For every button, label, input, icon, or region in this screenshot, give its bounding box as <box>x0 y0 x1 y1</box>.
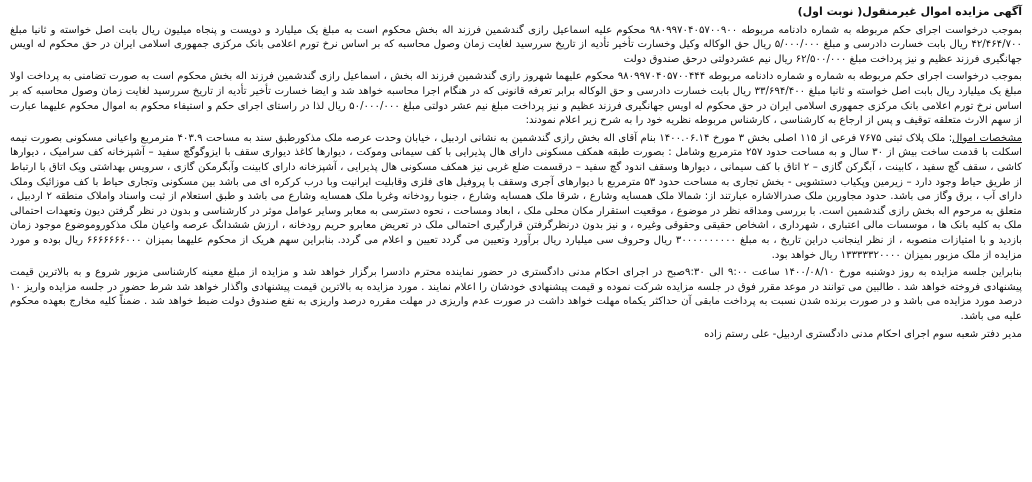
paragraph-1: بموجب درخواست اجرای حکم مربوطه به شماره دادنامه مربوطه ۹۸۰۹۹۷۰۴۰۵۷۰۰۹۰۰ محکوم علیه اسماعیل رازی گندشمین فرزند اله بخش محکوم است به مبلغ یک میلیارد و دویست و پنجاه میلیون ریال بابت اصل خواسته و ثانیا مبلغ ۴۲/۴۶۴/۷۰۰ ریال بابت خسارت دادرسی و مبلغ ۵/۰۰۰/۰۰۰ ریال حق الوکاله وکیل وخسارت تأخیر تأدیه از تاریخ سررسید لغایت زمان وصول محاسبه که بر اساس نرخ تورم اعلامی بانک مرکزی جمهوری اسلامی ایران در حق محکوم له اویس جهانگیری فرزند عظیم و نیز پرداخت مبلغ ۶۲/۵۰۰/۰۰۰ ریال نیم عشردولتی درحق صندوق دولت <box>10 24 1022 65</box>
notice-title: آگهی مزایده اموال غیرمنقول( نوبت اول) <box>797 5 1022 18</box>
signature-line: مدیر دفتر شعبه سوم اجرای احکام مدنی دادگستری اردبیل- علی رستم زاده <box>704 329 1022 341</box>
paragraph-3 <box>10 132 1022 263</box>
paragraph-2: بموجب درخواست اجرای حکم مربوطه به شماره و شماره دادنامه مربوطه ۹۸۰۹۹۷۰۴۰۵۷۰۰۴۴۴ محکوم علیهما شهروز رازی گندشمین فرزند اله بخش ، اسماعیل رازی گندشمین فرزند اله بخش محکوم است به صورت تضامنی به پرداخت اولا مبلغ یک میلیارد ریال بابت اصل خواسته و ثانیا مبلغ ۳۳/۶۹۴/۴۰۰ ریال بابت خسارت دادرسی و حق الوکاله برابر تعرفه قانونی که در هنگام اجرا محاسبه خواهد شد و ایضا خسارت تأخیر تأدیه از تاریخ سررسید لغایت زمان وصول محاسبه که بر اساس نرخ تورم اعلامی بانک مرکزی جمهوری اسلامی ایران در حق محکوم له اویس جهانگیری فرزند عظیم و نیز پرداخت مبلغ نیم عشر دولتی مبلغ ۵۰/۰۰۰/۰۰۰ ریال لذا در راستای اجرای حکم و استیفاء محکوم به اموال محکوم علیهما عبارت از سهم الارث متعلقه توقیف و پس از ارجاع به کارشناسی ، کارشناس مربوطه نظریه خود را به شرح زیر اعلام نمودند: <box>10 71 1022 127</box>
paragraph-4: بنابراین جلسه مزایده به روز دوشنبه مورخ ۱۴۰۰/۰۸/۱۰ ساعت ۹:۰۰ الی ۹:۳۰صبح در اجرای احکام مدنی دادگستری در حضور نماینده محترم دادسرا برگزار خواهد شد و مزایده از مبلغ معینه کارشناسی مزبور شروع و به بالاترین قیمت پیشنهادی فروخته خواهد شد . طالبین می توانند در موعد مقرر فوق در جلسه مزایده شرکت نموده و قیمت پیشنهادی خودشان را اعلام نمایند . مورد مزایده به بالاترین قیمت پیشنهادی واگذار خواهد شد شرط حضور در جلسه مزایده واریز ۱۰ درصد مورد مزایده می باشد و در صورت برنده شدن نسبت به پرداخت مابقی آن حداکثر یکماه مهلت خواهد داشت در صورت عدم واریزی در مهلت مقرره درصد واریزی به نفع صندوق دولت ضبط خواهد شد . ضمناً کلیه مخارج بعهده محکوم علیه می باشد. <box>10 267 1022 322</box>
property-spec-label: مشخصات اموال <box>952 132 1023 144</box>
property-spec-text: : ملک پلاک ثبتی ۷۶۷۵ فرعی از ۱۱۵ اصلی بخش ۳ مورخ ۱۴۰۰.۰۶.۱۴ بنام آقای اله بخش رازی گندشمین به نشانی اردبیل ، خیابان وحدت عرصه ملک مذکورطبق سند به مساحت ۴۰۳.۹ مترمربع واعیانی مسکونی بصورت نیمه اسکلت با قدمت ساخت بیش از ۳۰ سال و به مساحت حدود ۲۵۷ مترمربع وشامل : بصورت طبقه همکف مسکونی دارای هال پذیرایی با کف سیمانی وموکت ، دیوارها کاغذ دیواری سقف با ایزوگوگچ سفید – آشپزخانه کف سرامیک ، دیوارها کاشی ، سقف گچ سفید ، کابینت ، آبگرکن گازی – ۲ اتاق با کف سیمانی ، دیوارها وسقف اندود گچ سفید – درقسمت ضلع غربی نیز همکف مسکونی هال پذیرایی ، آشپزخانه دارای کابینت وآبگرمکن گازی ، سرویس بهداشتی ویک اتاق با ارتباط از طریق حیاط وجود دارد – زیرمین وپکیاب دستشویی - بخش تجاری به مساحت حدود ۵۳ مترمربع با دیوارهای آجری وسقف با پروفیل های فلزی وقابلیت ایرانیت وبا درب کرکره ای می باشد بین مسکونی وتجاری حیاط با کف موزائیک وملک دارای آب ، برق وگاز می باشد. حدود مجاورین ملک صدرالاشاره عبارتند از: شمالا ملک همسایه وشارع ، شرقا ملک همسایه وشارع ، جنوبا رودخانه وغربا ملک همسایه وشارع می باشد و طبق استعلام از ثبت واسناد واملاک منطقه ۲ اردبیل ، متعلق به مرحوم اله بخش رازی گندشمین است. با بررسی ومداقه نظر در موضوع ، موقعیت استقرار مکان محلی ملک ، ابعاد ومساحت ، نحوه دسترسی به معابر وسایر عوامل موثر در کارشناسی و بدون در نظر گرفتن دیون وتعهدات احتمالی ملک به کلیه بانک ها ، موسسات مالی اعتباری ، شهرداری ، اشخاص حقیقی وحقوقی وغیره ، و نیز بدون درنظرگرفتن قرارگیری احتمالی ملک در تعریض معابرو حریم رودخانه ، ارزش ششدانگ عرصه واعیان ملک مذکوروموضوع موجود زمان بازدید و با امتیازات منصوبه ، از نظر اینجانب دراین تاریخ ، به مبلغ ۳۰۰۰۰۰۰۰۰۰۰ ریال وحروف سی میلیارد ریال برآورد وتعیین می گردد تعیین و اعلام می گردد. بنابراین سهم هریک از محکوم علیهما بمیزان ۶۶۶۶۶۶۶۰۰۰ ریال بوده و مورد مزایده از ملک مزبور بمیزان ۱۳۳۳۳۳۲۰۰۰۰ ریال خواهد بود. <box>10 132 1023 261</box>
